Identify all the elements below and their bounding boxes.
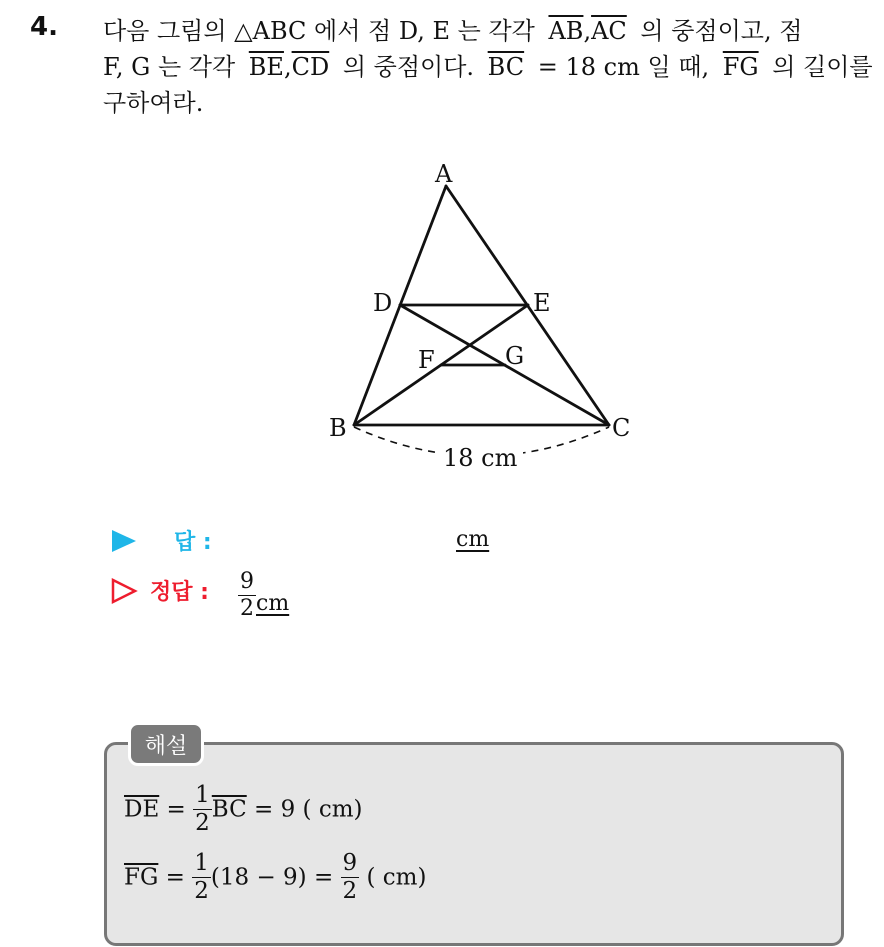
fraction-denominator: 2 — [240, 596, 254, 621]
sol-segment-de: $\overline{DE}$ — [124, 796, 160, 823]
sol-frac-den-3: 2 — [342, 878, 358, 904]
solution-tag: 해설 — [128, 722, 204, 766]
segment-fg: $\overline{FG}$ — [722, 53, 759, 81]
sol-result-2: ( cm) — [366, 864, 427, 891]
sol-equals-2: = — [165, 864, 185, 891]
answer-row — [110, 525, 212, 556]
segment-ac: $\overline{AC}$ — [591, 17, 627, 45]
length-label: 18 cm — [443, 444, 518, 472]
correct-answer-unit: cm — [256, 591, 290, 616]
sol-frac-den-1: 2 — [195, 810, 210, 836]
label-d: D — [373, 289, 393, 317]
q-text-2b: 의 중점이다. — [342, 53, 475, 81]
question-number: 4. — [30, 12, 58, 42]
answer-label: 답 : — [174, 530, 212, 555]
filled-triangle-icon — [110, 528, 138, 554]
sol-frac-num-2: 1 — [194, 850, 209, 876]
answer-fraction — [238, 571, 256, 620]
solution-box — [104, 742, 844, 946]
label-b: B — [329, 414, 347, 442]
correct-answer-label: 정답 : — [150, 580, 209, 605]
sol-frac-den-2: 2 — [194, 878, 209, 904]
sol-frac-num-1: 1 — [195, 782, 210, 808]
q-text-2a: F, G 는 각각 — [103, 53, 236, 81]
solution-line-1 — [124, 784, 363, 835]
label-c: C — [612, 414, 631, 442]
segment-bc: $\overline{BC}$ — [487, 53, 525, 81]
segment-ab: $\overline{AB}$ — [548, 17, 584, 45]
fraction-numerator: 9 — [240, 569, 254, 594]
label-e: E — [533, 289, 551, 317]
sol-middle-2: (18 − 9) = — [210, 864, 334, 891]
question-line-2 — [103, 49, 873, 85]
segment-cd: $\overline{CD}$ — [291, 53, 330, 81]
correct-answer-value — [238, 571, 289, 620]
solution-line-2 — [124, 852, 426, 903]
outline-triangle-icon — [110, 577, 138, 605]
q-text-1a: 다음 그림의 △ABC 에서 점 D, E 는 각각 — [103, 17, 535, 45]
answer-blank-unit: cm — [456, 527, 490, 552]
question-text — [103, 13, 873, 121]
q-text-1b: 의 중점이고, 점 — [640, 17, 803, 45]
comma-1: , — [583, 17, 592, 45]
sol-result-1: = 9 ( cm) — [254, 796, 363, 823]
label-a: A — [435, 160, 453, 188]
segment-be: $\overline{BE}$ — [248, 53, 284, 81]
label-f: F — [418, 346, 435, 374]
label-g: G — [505, 342, 525, 370]
question-line-1 — [103, 13, 863, 49]
sol-frac-num-3: 9 — [342, 850, 358, 876]
sol-segment-fg: $\overline{FG}$ — [124, 864, 159, 891]
correct-answer-row — [110, 575, 209, 606]
q-text-2d: 의 길이를 — [772, 53, 873, 81]
sol-equals-1: = — [166, 796, 186, 823]
sol-fraction-1 — [193, 784, 212, 835]
question-line-3: 구하여라. — [103, 89, 204, 117]
comma-2: , — [283, 53, 292, 81]
triangle-figure — [325, 150, 645, 480]
sol-segment-bc: $\overline{BC}$ — [211, 796, 247, 823]
q-text-2c: = 18 cm 일 때, — [537, 53, 710, 81]
sol-fraction-3 — [341, 852, 360, 903]
sol-fraction-2 — [192, 852, 211, 903]
